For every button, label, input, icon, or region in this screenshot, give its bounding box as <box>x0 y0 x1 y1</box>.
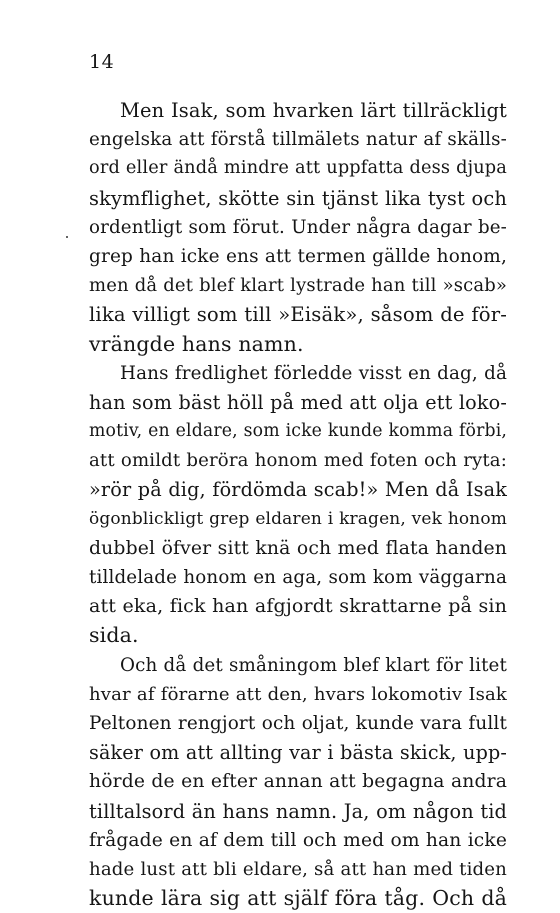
text-line: tilldelade honom en aga, som kom väggarna <box>89 567 507 588</box>
text-line: frågade en af dem till och med om han icke <box>89 829 507 851</box>
text-line: ordentligt som förut. Under några dagar be- <box>89 216 507 238</box>
text-line: hörde de en efter annan att begagna andra <box>89 771 507 793</box>
text-line: säker om att allting var i bästa skick, upp- <box>89 741 507 765</box>
page-number: 14 <box>89 51 115 73</box>
text-line: han som bäst höll på med att olja ett loko- <box>89 390 507 414</box>
text-line: att omildt beröra honom med foten och ryta: <box>89 450 507 472</box>
text-line: Och då det småningom blef klart för litet <box>120 654 507 676</box>
text-line: Hans fredlighet förledde visst en dag, då <box>120 362 507 384</box>
text-line: vrängde hans namn. <box>89 331 304 356</box>
text-line: men då det blef klart lystrade han till »scab» <box>89 275 507 297</box>
margin-mark <box>66 236 68 238</box>
text-line: ögonblickligt grep eldaren i kragen, vek honom <box>89 508 507 529</box>
text-line: dubbel öfver sitt knä och med flata handen <box>89 537 507 559</box>
text-line: grep han icke ens att termen gällde honom, <box>89 245 507 267</box>
text-line: lika villigt som till »Eisäk», såsom de för- <box>89 303 507 327</box>
text-line: »rör på dig, fördömda scab!» Men då Isak <box>89 478 507 502</box>
text-line: ord eller ändå mindre att uppfatta dess djupa <box>89 158 507 179</box>
text-line: tilltalsord än hans namn. Ja, om någon tid <box>89 799 507 823</box>
text-line: Peltonen rengjort och oljat, kunde vara fullt <box>89 712 507 734</box>
text-line: skymflighet, skötte sin tjänst lika tyst och <box>89 186 507 210</box>
body-text <box>89 96 507 913</box>
text-line: sida. <box>89 623 139 648</box>
text-line: hvar af förarne att den, hvars lokomotiv Isak <box>89 683 507 705</box>
text-line: att eka, fick han afgjordt skrattarne på sin <box>89 595 507 618</box>
text-line: hade lust att bli eldare, så att han med tiden <box>89 858 507 880</box>
text-line: engelska att förstå tillmälets natur af skälls- <box>89 129 507 151</box>
text-line: motiv, en eldare, som icke kunde komma förbi, <box>89 421 507 442</box>
text-line: kunde lära sig att själf föra tåg. Och då <box>89 886 507 911</box>
text-line: Men Isak, som hvarken lärt tillräckligt <box>120 99 507 122</box>
